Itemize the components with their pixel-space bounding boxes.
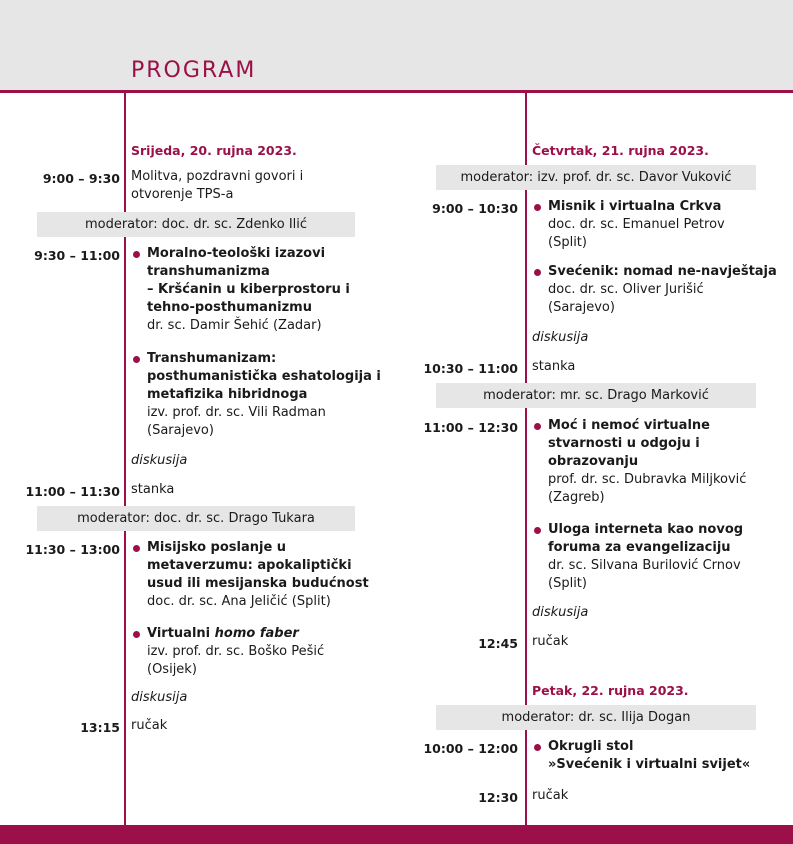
lecture-item	[534, 263, 789, 317]
lecture-title	[147, 625, 388, 643]
lecture-item	[133, 350, 388, 440]
lecture-title: posthumanistička eshatologija i	[147, 369, 381, 384]
lecture-item	[133, 539, 388, 611]
lecture-title: stvarnosti u odgoju i	[548, 436, 700, 451]
lecture-title: – Kršćanin u kiberprostoru i	[147, 282, 350, 297]
lecture-item	[534, 198, 789, 252]
time-slot: 10:00 – 12:00	[423, 741, 518, 756]
time-slot: 11:00 – 11:30	[25, 484, 120, 499]
lecture-title: Moć i nemoć virtualne	[548, 418, 710, 433]
lecture-title: foruma za evangelizaciju	[548, 540, 731, 555]
discussion-label: diskusija	[532, 605, 589, 620]
speaker: prof. dr. sc. Dubravka Miljković	[548, 472, 747, 487]
lecture-title: tehno-posthumanizmu	[147, 300, 312, 315]
time-slot: 9:30 – 11:00	[34, 248, 120, 263]
discussion-label: diskusija	[131, 453, 188, 468]
bullet-icon	[133, 251, 140, 258]
speaker: doc. dr. sc. Oliver Jurišić	[548, 282, 704, 297]
moderator-bar: moderator: doc. dr. sc. Drago Tukara	[37, 506, 355, 531]
opening-session	[131, 168, 371, 204]
speaker: (Sarajevo)	[147, 423, 214, 438]
schedule-column-right	[398, 93, 793, 825]
lecture-title: usud ili mesijanska budućnost	[147, 576, 369, 591]
speaker: (Osijek)	[147, 662, 197, 677]
bullet-icon	[534, 423, 541, 430]
break-label: stanka	[532, 359, 576, 374]
speaker: (Zagreb)	[548, 490, 605, 505]
time-slot: 11:00 – 12:30	[423, 420, 518, 435]
bullet-icon	[534, 527, 541, 534]
opening-line: Molitva, pozdravni govori i	[131, 169, 304, 184]
schedule-column-left	[0, 93, 396, 825]
lecture-item	[133, 625, 388, 679]
bullet-icon	[534, 204, 541, 211]
time-slot: 11:30 – 13:00	[25, 542, 120, 557]
day-heading: Četvrtak, 21. rujna 2023.	[532, 143, 709, 158]
speaker: dr. sc. Silvana Burilović Crnov	[548, 558, 741, 573]
day-heading: Srijeda, 20. rujna 2023.	[131, 143, 297, 158]
lecture-title-emphasis: homo faber	[214, 626, 299, 641]
time-slot: 12:45	[478, 636, 518, 651]
lunch-label: ručak	[532, 788, 569, 803]
time-divider-line	[124, 93, 126, 825]
time-slot: 13:15	[80, 720, 120, 735]
lecture-title: Uloga interneta kao novog	[548, 522, 744, 537]
speaker: izv. prof. dr. sc. Boško Pešić	[147, 644, 325, 659]
speaker: doc. dr. sc. Ana Jeličić (Split)	[147, 594, 331, 609]
time-slot: 12:30	[478, 790, 518, 805]
lecture-item	[534, 417, 789, 507]
discussion-label: diskusija	[131, 690, 188, 705]
lecture-item	[534, 521, 789, 593]
speaker: izv. prof. dr. sc. Vili Radman	[147, 405, 326, 420]
lecture-title: transhumanizma	[147, 264, 270, 279]
break-label: stanka	[131, 482, 175, 497]
lecture-title: Misnik i virtualna Crkva	[548, 199, 722, 214]
speaker: dr. sc. Damir Šehić (Zadar)	[147, 318, 322, 333]
header-band	[0, 0, 793, 90]
bullet-icon	[133, 631, 140, 638]
speaker: doc. dr. sc. Emanuel Petrov	[548, 217, 725, 232]
lecture-title: metafizika hibridnoga	[147, 387, 308, 402]
speaker: (Split)	[548, 235, 587, 250]
lunch-label: ručak	[131, 718, 168, 733]
moderator-bar: moderator: mr. sc. Drago Marković	[436, 383, 756, 408]
moderator-bar: moderator: doc. dr. sc. Zdenko Ilić	[37, 212, 355, 237]
lecture-title: metaverzumu: apokaliptički	[147, 558, 352, 573]
moderator-bar: moderator: izv. prof. dr. sc. Davor Vuković	[436, 165, 756, 190]
lecture-title: Transhumanizam:	[147, 351, 277, 366]
speaker: (Sarajevo)	[548, 300, 615, 315]
moderator-bar: moderator: dr. sc. Ilija Dogan	[436, 705, 756, 730]
speaker: (Split)	[548, 576, 587, 591]
lecture-title-text: Virtualni	[147, 626, 215, 641]
discussion-label: diskusija	[532, 330, 589, 345]
lecture-title: Moralno-teološki izazovi	[147, 246, 326, 261]
bullet-icon	[133, 356, 140, 363]
footer-bar	[0, 825, 793, 844]
lecture-title: obrazovanju	[548, 454, 639, 469]
time-slot: 10:30 – 11:00	[423, 361, 518, 376]
page-title: PROGRAM	[131, 58, 257, 83]
lunch-label: ručak	[532, 634, 569, 649]
time-slot: 9:00 – 9:30	[42, 171, 120, 186]
time-slot: 9:00 – 10:30	[432, 201, 518, 216]
lecture-item	[133, 245, 388, 335]
day-heading: Petak, 22. rujna 2023.	[532, 683, 689, 698]
lecture-title: »Svećenik i virtualni svijet«	[548, 757, 751, 772]
roundtable-item	[534, 738, 789, 774]
lecture-title: Svećenik: nomad ne-navještaja	[548, 264, 777, 279]
bullet-icon	[133, 545, 140, 552]
bullet-icon	[534, 269, 541, 276]
bullet-icon	[534, 744, 541, 751]
lecture-title: Misijsko poslanje u	[147, 540, 287, 555]
opening-line: otvorenje TPS-a	[131, 187, 234, 202]
lecture-title: Okrugli stol	[548, 739, 634, 754]
